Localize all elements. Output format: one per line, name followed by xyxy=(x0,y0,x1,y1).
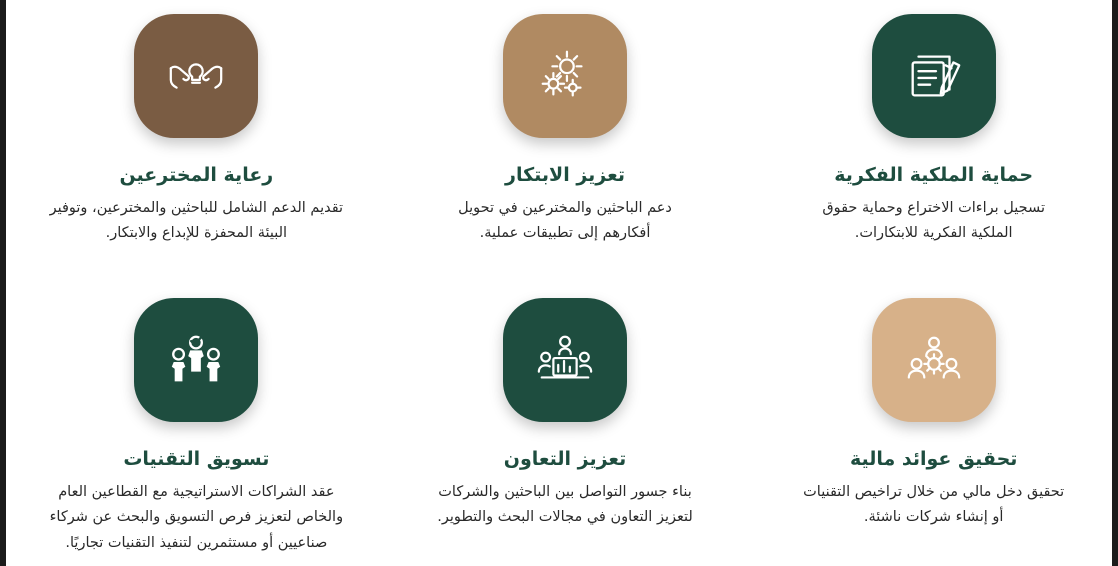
feature-title: تعزيز التعاون xyxy=(503,448,627,470)
features-grid xyxy=(12,0,1118,566)
feature-icon-badge xyxy=(134,14,258,138)
feature-icon-badge xyxy=(872,14,996,138)
feature-icon-badge xyxy=(134,298,258,422)
feature-card xyxy=(749,278,1118,566)
feature-description: تقديم الدعم الشامل للباحثين والمخترعين، وتوفير البيئة المحفزة للإبداع والابتكار. xyxy=(49,200,344,242)
feature-card xyxy=(381,278,750,566)
feature-icon-badge xyxy=(503,14,627,138)
feature-description: تحقيق دخل مالي من خلال تراخيص التقنيات أو إنشاء شركات ناشئة. xyxy=(803,484,1065,526)
hands-lightbulb-icon xyxy=(165,45,227,107)
feature-title: تعزيز الابتكار xyxy=(505,164,625,186)
gears-lightbulb-icon xyxy=(534,45,596,107)
feature-icon-badge xyxy=(503,298,627,422)
people-presentation-icon xyxy=(534,329,596,391)
feature-description: بناء جسور التواصل بين الباحثين والشركات لتعزيز التعاون في مجالات البحث والتطوير. xyxy=(437,484,693,526)
feature-card xyxy=(749,0,1118,278)
feature-title: حماية الملكية الفكرية xyxy=(834,164,1034,186)
feature-description: عقد الشراكات الاستراتيجية مع القطاعين العام والخاص لتعزيز فرص التسويق والبحث عن شركاء صناعيين أو مستثمرين لتنفيذ التقنيات تجاريًا. xyxy=(49,484,344,551)
feature-title: تسويق التقنيات xyxy=(123,448,270,470)
feature-card xyxy=(12,0,381,278)
document-pen-icon xyxy=(903,45,965,107)
feature-icon-badge xyxy=(872,298,996,422)
feature-card xyxy=(381,0,750,278)
feature-description: تسجيل براءات الاختراع وحماية حقوق الملكية الفكرية للابتكارات. xyxy=(822,200,1045,242)
feature-description: دعم الباحثين والمخترعين في تحويل أفكارهم إلى تطبيقات عملية. xyxy=(458,200,672,242)
people-gear-icon xyxy=(903,329,965,391)
feature-title: رعاية المخترعين xyxy=(119,164,274,186)
feature-title: تحقيق عوائد مالية xyxy=(849,448,1018,470)
feature-card xyxy=(12,278,381,566)
people-check-icon xyxy=(165,329,227,391)
